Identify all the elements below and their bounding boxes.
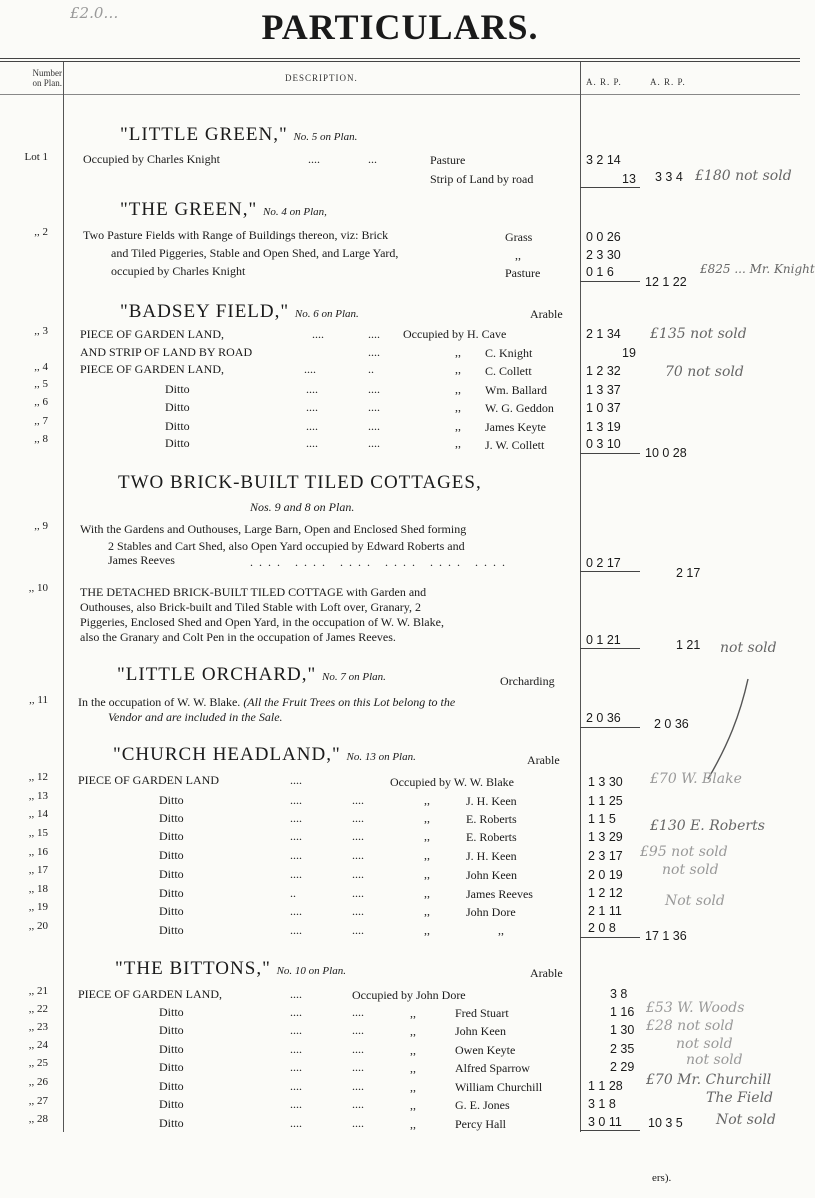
lot-number: ,, 22 [28, 1003, 48, 1015]
header-arp-2: A. R. P. [650, 77, 686, 87]
leader-dots: .... [352, 1023, 364, 1037]
arp-value: 2 0 36 [586, 711, 621, 725]
arp-value: 2 0 19 [588, 868, 623, 882]
arp-value: 1 1 25 [588, 794, 623, 808]
lot-number: Lot 1 [24, 151, 48, 163]
row-description: Ditto [159, 867, 184, 881]
lot-number: ,, 2 [34, 226, 48, 238]
section-heading-church-headland: "CHURCH HEADLAND," No. 13 on Plan. [113, 744, 416, 765]
header-rule-bottom [0, 94, 800, 95]
lot-number: ,, 5 [34, 378, 48, 390]
leader-dots: .... [290, 1042, 302, 1056]
occupier: Occupied by W. W. Blake [390, 775, 514, 789]
plan-ref: No. 5 on Plan. [293, 131, 358, 143]
land-use: Pasture [505, 266, 541, 280]
lot-total: 10 0 28 [645, 446, 687, 460]
leader-dots: .... [290, 923, 302, 937]
section-heading-the-bittons: "THE BITTONS," No. 10 on Plan. [115, 958, 346, 979]
occupier: Owen Keyte [455, 1043, 516, 1057]
ditto-mark: ,, [455, 345, 461, 359]
arp-value: 1 2 12 [588, 886, 623, 900]
occupier: J. H. Keen [466, 849, 517, 863]
ditto-mark: ,, [424, 793, 430, 807]
row-description: Ditto [159, 811, 184, 825]
occupier: G. E. Jones [455, 1098, 510, 1112]
handwritten-note: 70 not sold [665, 364, 744, 380]
row-description: Vendor and are included in the Sale. [108, 710, 283, 724]
subtotal-rule [580, 453, 640, 454]
occupier: Occupied by H. Cave [403, 327, 507, 341]
occupier: John Keen [466, 868, 517, 882]
lot-number: ,, 23 [28, 1021, 48, 1033]
leader-dots: .... [290, 793, 302, 807]
arp-value: 1 3 19 [586, 420, 621, 434]
handwritten-note: £95 not sold [640, 844, 728, 860]
subtotal-rule [580, 281, 640, 282]
row-description: occupied by Charles Knight [111, 264, 246, 278]
column-divider-number [63, 62, 64, 1132]
lot-total: 2 17 [676, 566, 701, 580]
lot-number: ,, 14 [28, 808, 48, 820]
occupier: C. Collett [485, 364, 532, 378]
plan-ref: No. 13 on Plan. [346, 751, 416, 763]
leader-dots: .... [290, 1060, 302, 1074]
row-description: Ditto [165, 436, 190, 450]
leader-dots: .... [306, 419, 318, 433]
lot-number: ,, 24 [28, 1039, 48, 1051]
ditto-mark: ,, [410, 1006, 416, 1020]
lot-number: ,, 13 [28, 790, 48, 802]
subtotal-rule [580, 187, 640, 188]
row-description: PIECE OF GARDEN LAND, [80, 327, 224, 341]
handwritten-note: £825 ... Mr. Knight [700, 262, 815, 276]
ditto-mark: ,, [455, 400, 461, 414]
subtotal-rule [580, 937, 640, 938]
leader-dots: .... [368, 436, 380, 450]
ditto-mark: ,, [424, 867, 430, 881]
header-number: Number on Plan. [32, 68, 62, 88]
row-description: Ditto [159, 923, 184, 937]
row-description: Ditto [159, 1079, 184, 1093]
ditto-mark: ,, [410, 1024, 416, 1038]
pencil-stroke [700, 675, 760, 785]
leader-dots: .... [306, 400, 318, 414]
subtotal-rule [580, 727, 640, 728]
leader-dots: .... [352, 1116, 364, 1130]
row-description: With the Gardens and Outhouses, Large Barn, Open and Enclosed Shed forming [80, 522, 467, 536]
arp-value: 3 1 8 [588, 1097, 616, 1111]
leader-dots: ... [368, 152, 377, 166]
handwritten-note: not sold [686, 1052, 743, 1068]
leader-dots: .... [290, 1005, 302, 1019]
arp-value: 2 3 17 [588, 849, 623, 863]
occupier: J. W. Collett [485, 438, 545, 452]
row-description: In the occupation of W. W. Blake. (All the Fruit Trees on this Lot belong to the [78, 695, 456, 709]
row-description: Ditto [159, 886, 184, 900]
land-use: Grass [505, 230, 533, 244]
leader-dots: .... [352, 829, 364, 843]
occupier: E. Roberts [466, 830, 517, 844]
ditto-mark: ,, [424, 829, 430, 843]
land-use: Arable [530, 966, 563, 980]
lot-number: ,, 8 [34, 433, 48, 445]
lot-number: ,, 15 [28, 827, 48, 839]
section-heading-little-orchard: "LITTLE ORCHARD," No. 7 on Plan. [117, 664, 386, 685]
arp-value: 2 35 [610, 1042, 635, 1056]
footer-fragment: ers). [652, 1172, 672, 1184]
lot-number: ,, 19 [28, 901, 48, 913]
arp-value: 0 3 10 [586, 437, 621, 451]
row-description: Ditto [159, 1097, 184, 1111]
lot-number: ,, 26 [28, 1076, 48, 1088]
row-description: Ditto [159, 1005, 184, 1019]
ditto-mark: ,, [424, 904, 430, 918]
row-description: THE DETACHED BRICK-BUILT TILED COTTAGE with Garden and [80, 585, 427, 599]
arp-value: 1 0 37 [586, 401, 621, 415]
occupier: James Reeves [466, 887, 533, 901]
leader-dots: .... [290, 867, 302, 881]
lot-number: ,, 9 [34, 520, 48, 532]
subtotal-rule [580, 1130, 640, 1131]
leader-dots: .... [352, 1097, 364, 1111]
arp-value: 0 1 21 [586, 633, 621, 647]
arp-value: 1 2 32 [586, 364, 621, 378]
row-description: Piggeries, Enclosed Shed and Open Yard, in the occupation of W. W. Blake, [80, 615, 444, 629]
row-description: Ditto [165, 400, 190, 414]
row-description: Ditto [159, 1116, 184, 1130]
row-description: AND STRIP OF LAND BY ROAD [80, 345, 253, 359]
lot-number: ,, 25 [28, 1057, 48, 1069]
plan-ref: No. 7 on Plan. [322, 671, 386, 683]
ditto-mark: ,, [410, 1098, 416, 1112]
leader-dots: .... [368, 327, 380, 341]
ditto-mark: ,, [455, 436, 461, 450]
arp-value: 3 0 11 [588, 1115, 622, 1129]
leader-dots: .... [290, 811, 302, 825]
lot-number: ,, 27 [28, 1095, 48, 1107]
row-description: James Reeves [108, 553, 175, 567]
arp-value: 3 8 [610, 987, 628, 1001]
arp-value: 0 1 6 [586, 265, 614, 279]
lot-total: 3 3 4 [655, 170, 683, 184]
lot-total: 17 1 36 [645, 929, 687, 943]
land-use: Pasture [430, 153, 466, 167]
leader-dots: .... [290, 1079, 302, 1093]
ditto-mark: ,, [410, 1043, 416, 1057]
lot-number: ,, 17 [28, 864, 48, 876]
plan-ref: No. 4 on Plan, [263, 206, 327, 218]
row-description: 2 Stables and Cart Shed, also Open Yard occupied by Edward Roberts and [108, 539, 465, 553]
leader-dots: .... [352, 811, 364, 825]
lot-number: ,, 3 [34, 325, 48, 337]
row-description: Occupied by Charles Knight [83, 152, 220, 166]
handwritten-note: Not sold [665, 893, 725, 909]
handwritten-note: not sold [720, 640, 777, 656]
leader-dots: .... [368, 345, 380, 359]
ditto-mark: ,, [498, 923, 504, 937]
leader-dots: .... [352, 1042, 364, 1056]
section-heading-the-green: "THE GREEN," No. 4 on Plan, [120, 199, 327, 220]
lot-number: ,, 21 [28, 985, 48, 997]
ditto-mark: ,, [455, 419, 461, 433]
handwritten-note: Not sold [716, 1112, 776, 1128]
subtotal-rule [580, 648, 640, 649]
row-description: Ditto [159, 904, 184, 918]
row-description: also the Granary and Colt Pen in the occupation of James Reeves. [80, 630, 396, 644]
arp-value: 1 1 5 [588, 812, 616, 826]
occupier: Wm. Ballard [485, 383, 547, 397]
row-description: Ditto [165, 419, 190, 433]
ditto-mark: ,, [410, 1117, 416, 1131]
lot-number: ,, 6 [34, 396, 48, 408]
row-description: PIECE OF GARDEN LAND, [80, 362, 224, 376]
lot-total: 1 21 [676, 638, 701, 652]
plan-ref: No. 10 on Plan. [276, 965, 346, 977]
handwritten-note: £130 E. Roberts [650, 818, 765, 834]
leader-dots: .... [304, 362, 316, 376]
occupier: John Dore [466, 905, 516, 919]
arp-value: 2 0 8 [588, 921, 616, 935]
leader-dots: .... [290, 848, 302, 862]
occupier: James Keyte [485, 420, 546, 434]
leader-dots: .. [368, 362, 374, 376]
row-description: Two Pasture Fields with Range of Buildings thereon, viz: Brick [83, 228, 389, 242]
ditto-mark: ,, [410, 1080, 416, 1094]
row-description: and Tiled Piggeries, Stable and Open Shed, and Large Yard, [111, 246, 399, 260]
handwritten-note: not sold [676, 1036, 733, 1052]
section-heading-little-green: "LITTLE GREEN," No. 5 on Plan. [120, 124, 358, 145]
row-description: PIECE OF GARDEN LAND, [78, 987, 222, 1001]
land-use: Arable [530, 307, 563, 321]
row-description: Outhouses, also Brick-built and Tiled Stable with Loft over, Granary, 2 [80, 600, 422, 614]
handwritten-note: £70 Mr. Churchill [646, 1072, 772, 1088]
lot-number: ,, 16 [28, 846, 48, 858]
column-divider-arp [580, 62, 581, 1132]
leader-dots: .... [312, 327, 324, 341]
arp-value: 2 3 30 [586, 248, 621, 262]
handwritten-note: £28 not sold [646, 1018, 734, 1034]
handwritten-note: £53 W. Woods [646, 1000, 745, 1016]
occupier: W. G. Geddon [485, 401, 554, 415]
row-description: Ditto [159, 1042, 184, 1056]
lot-number: ,, 7 [34, 415, 48, 427]
leader-dots: .... [368, 419, 380, 433]
header-arp-1: A. R. P. [586, 77, 622, 87]
row-description: PIECE OF GARDEN LAND [78, 773, 219, 787]
arp-value: 3 2 14 [586, 153, 621, 167]
handwritten-note: £70 W. Blake [650, 771, 742, 787]
leader-dots: .... [290, 1023, 302, 1037]
land-use: Arable [527, 753, 560, 767]
leader-dots: .... [290, 904, 302, 918]
lot-number: ,, 11 [29, 694, 48, 706]
handwritten-note: not sold [662, 862, 719, 878]
arp-value: 0 0 26 [586, 230, 621, 244]
leader-dots: .... [352, 1079, 364, 1093]
section-heading-cottages: TWO BRICK-BUILT TILED COTTAGES, [118, 472, 482, 493]
page-title: PARTICULARS. [261, 7, 539, 47]
leader-dots: .... .... .... .... .... .... [250, 555, 511, 569]
arp-value: 19 [622, 346, 636, 360]
ditto-mark: ,, [455, 382, 461, 396]
arp-value: 1 30 [610, 1023, 635, 1037]
occupier: J. H. Keen [466, 794, 517, 808]
land-use: ,, [515, 248, 521, 262]
header-rule-top [0, 58, 800, 59]
row-description: Ditto [159, 829, 184, 843]
leader-dots: .... [352, 793, 364, 807]
lot-number: ,, 28 [28, 1113, 48, 1125]
arp-value: 2 1 11 [588, 904, 622, 918]
leader-dots: .... [306, 436, 318, 450]
leader-dots: .... [290, 1116, 302, 1130]
occupier: Occupied by John Dore [352, 988, 466, 1002]
leader-dots: .... [290, 829, 302, 843]
leader-dots: .... [352, 867, 364, 881]
leader-dots: .... [352, 904, 364, 918]
leader-dots: .... [290, 773, 302, 787]
row-description: Ditto [159, 848, 184, 862]
handwritten-note: £180 not sold [695, 168, 792, 184]
leader-dots: .... [368, 400, 380, 414]
arp-value: 0 2 17 [586, 556, 621, 570]
ditto-mark: ,, [410, 1061, 416, 1075]
leader-dots: .... [352, 848, 364, 862]
arp-value: 1 1 28 [588, 1079, 623, 1093]
land-use: Orcharding [500, 674, 555, 688]
occupier: C. Knight [485, 346, 533, 360]
plan-ref: Nos. 9 and 8 on Plan. [250, 500, 355, 514]
land-use: Strip of Land by road [430, 172, 534, 186]
leader-dots: .... [352, 1005, 364, 1019]
arp-value: 1 3 29 [588, 830, 623, 844]
header-description: DESCRIPTION. [285, 73, 358, 83]
lot-total: 2 0 36 [654, 717, 689, 731]
arp-value: 1 16 [610, 1005, 635, 1019]
ditto-mark: ,, [424, 848, 430, 862]
arp-value: 2 29 [610, 1060, 635, 1074]
lot-total: 12 1 22 [645, 275, 687, 289]
lot-total: 10 3 5 [648, 1116, 683, 1130]
lot-number: ,, 20 [28, 920, 48, 932]
ditto-mark: ,, [424, 811, 430, 825]
occupier: Alfred Sparrow [455, 1061, 530, 1075]
leader-dots: .... [352, 923, 364, 937]
leader-dots: .. [290, 886, 296, 900]
arp-value: 2 1 34 [586, 327, 621, 341]
leader-dots: .... [306, 382, 318, 396]
subtotal-rule [580, 571, 640, 572]
leader-dots: .... [308, 152, 320, 166]
occupier: John Keen [455, 1024, 506, 1038]
lot-number: ,, 18 [28, 883, 48, 895]
ditto-mark: ,, [455, 362, 461, 376]
row-description: Ditto [165, 382, 190, 396]
arp-value: 1 3 37 [586, 383, 621, 397]
handwritten-note: £135 not sold [650, 326, 747, 342]
handwritten-note: The Field [706, 1090, 774, 1106]
section-heading-badsey-field: "BADSEY FIELD," No. 6 on Plan. [120, 301, 359, 322]
arp-value: 13 [622, 172, 636, 186]
occupier: Percy Hall [455, 1117, 506, 1131]
lot-number: ,, 4 [34, 361, 48, 373]
lot-number: ,, 12 [28, 771, 48, 783]
row-description: Ditto [159, 1060, 184, 1074]
row-description: Ditto [159, 1023, 184, 1037]
occupier: E. Roberts [466, 812, 517, 826]
ditto-mark: ,, [424, 923, 430, 937]
leader-dots: .... [290, 1097, 302, 1111]
row-description: Ditto [159, 793, 184, 807]
leader-dots: .... [352, 1060, 364, 1074]
ditto-mark: ,, [424, 886, 430, 900]
leader-dots: .... [368, 382, 380, 396]
arp-value: 1 3 30 [588, 775, 623, 789]
leader-dots: .... [352, 886, 364, 900]
header-rule-top-2 [0, 61, 800, 62]
corner-pencil-note: £2.0… [70, 4, 119, 22]
lot-number: ,, 10 [28, 582, 48, 594]
occupier: Fred Stuart [455, 1006, 509, 1020]
occupier: William Churchill [455, 1080, 543, 1094]
leader-dots: .... [290, 987, 302, 1001]
plan-ref: No. 6 on Plan. [294, 308, 359, 320]
